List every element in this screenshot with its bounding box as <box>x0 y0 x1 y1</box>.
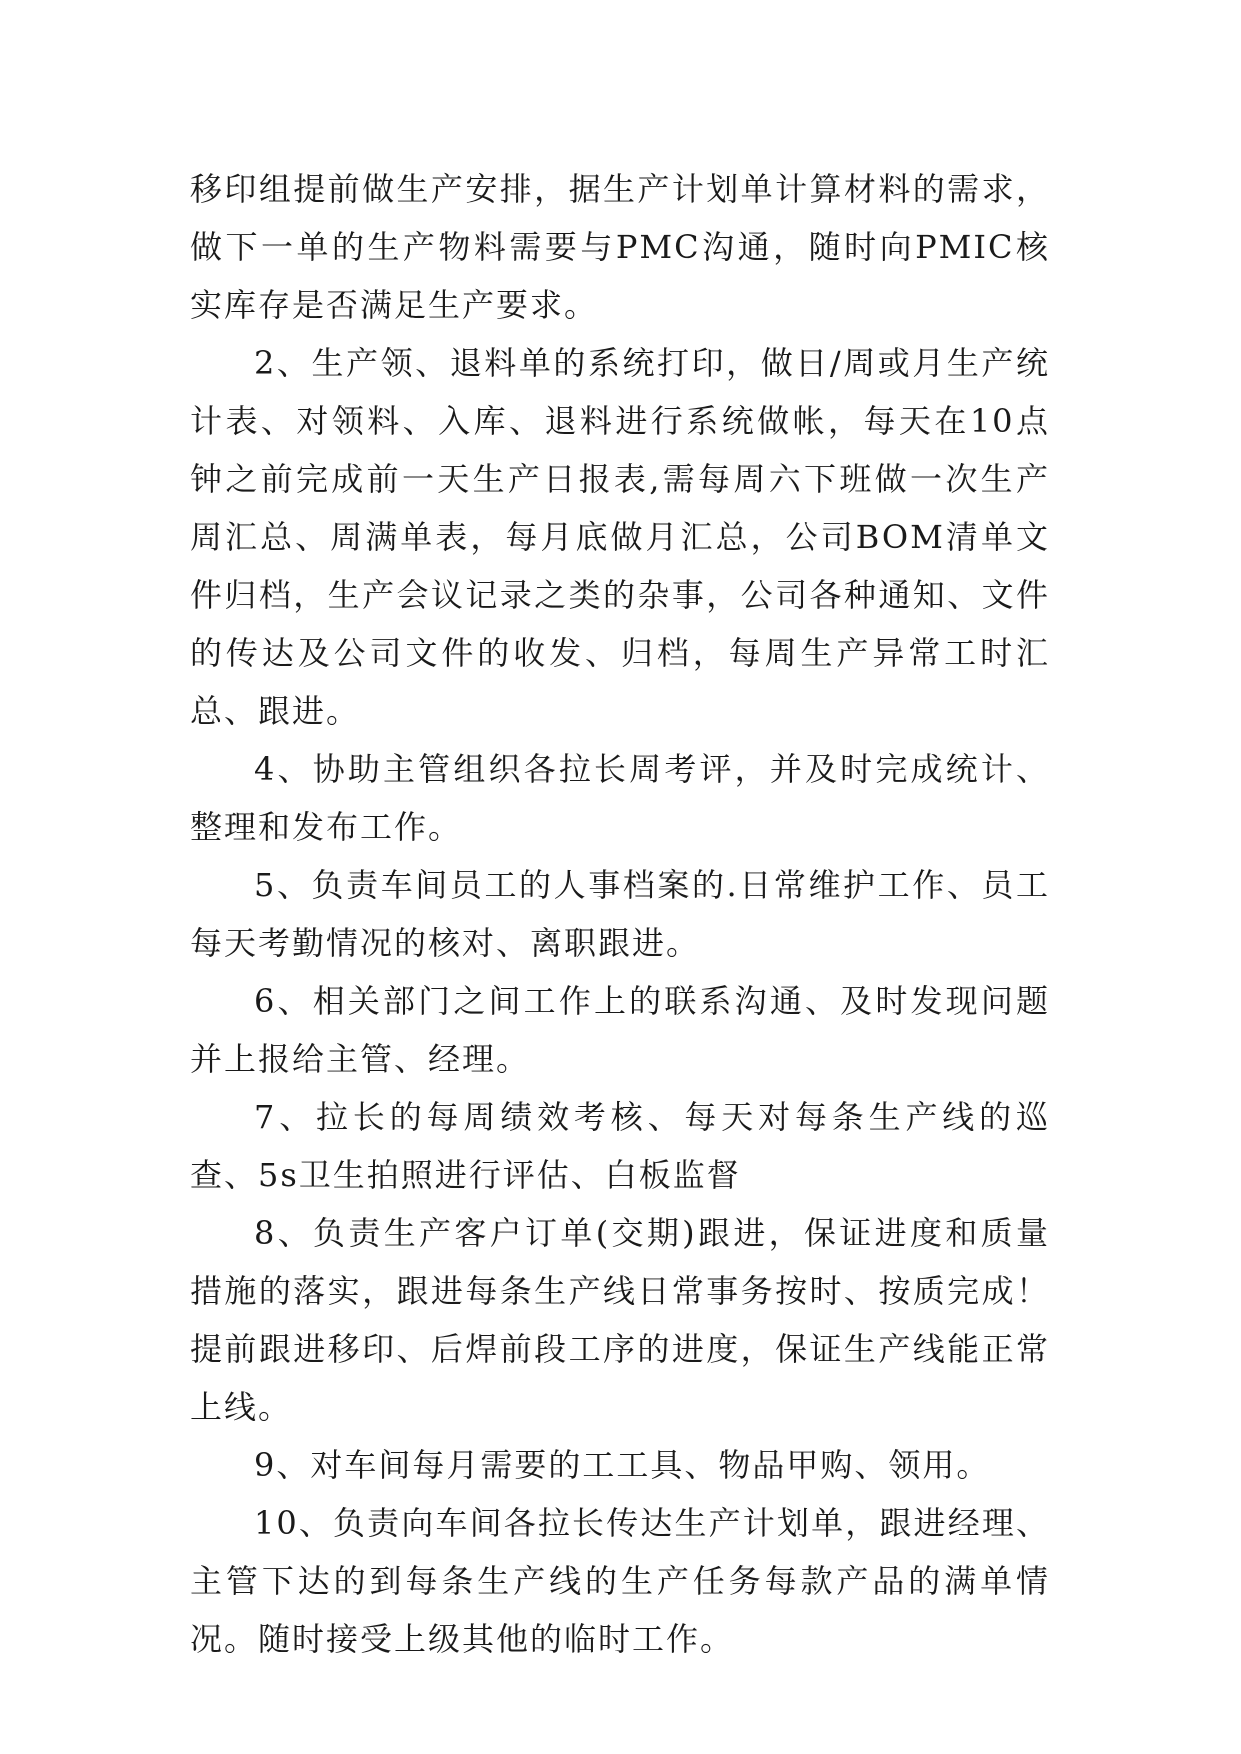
paragraph-item-4: 4、协助主管组织各拉长周考评，并及时完成统计、整理和发布工作。 <box>190 750 1050 846</box>
paragraph-item-5: 5、负责车间员工的人事档案的.日常维护工作、员工每天考勤情况的核对、离职跟进。 <box>190 866 1050 962</box>
paragraph-item-8: 8、负责生产客户订单(交期)跟进，保证进度和质量措施的落实，跟进每条生产线日常事务按时、按质完成！提前跟进移印、后焊前段工序的进度，保证生产线能正常上线。 <box>190 1214 1050 1426</box>
paragraph-item-9: 9、对车间每月需要的工工具、物品甲购、领用。 <box>254 1446 991 1484</box>
paragraph-continuation: 移印组提前做生产安排，据生产计划单计算材料的需求，做下一单的生产物料需要与PMC沟通，随时向PMIC核实库存是否满足生产要求。 <box>190 170 1050 324</box>
paragraph-item-2: 2、生产领、退料单的系统打印，做日/周或月生产统计表、对领料、入库、退料进行系统做帐，每天在10点钟之前完成前一天生产日报表,需每周六下班做一次生产周汇总、周满单表，每月底做月汇总，公司BOM清单文件归档，生产会议记录之类的杂事，公司各种通知、文件的传达及公司文件的收发、归档，每周生产异常工时汇总、跟进。 <box>190 344 1050 730</box>
paragraph-item-7: 7、拉长的每周绩效考核、每天对每条生产线的巡查、5s卫生拍照进行评估、白板监督 <box>190 1098 1050 1194</box>
document-body <box>190 160 1050 1668</box>
paragraph-item-10: 10、负责向车间各拉长传达生产计划单，跟进经理、主管下达的到每条生产线的生产任务每款产品的满单情况。随时接受上级其他的临时工作。 <box>190 1504 1050 1658</box>
paragraph-item-6: 6、相关部门之间工作上的联系沟通、及时发现问题并上报给主管、经理。 <box>190 982 1050 1078</box>
